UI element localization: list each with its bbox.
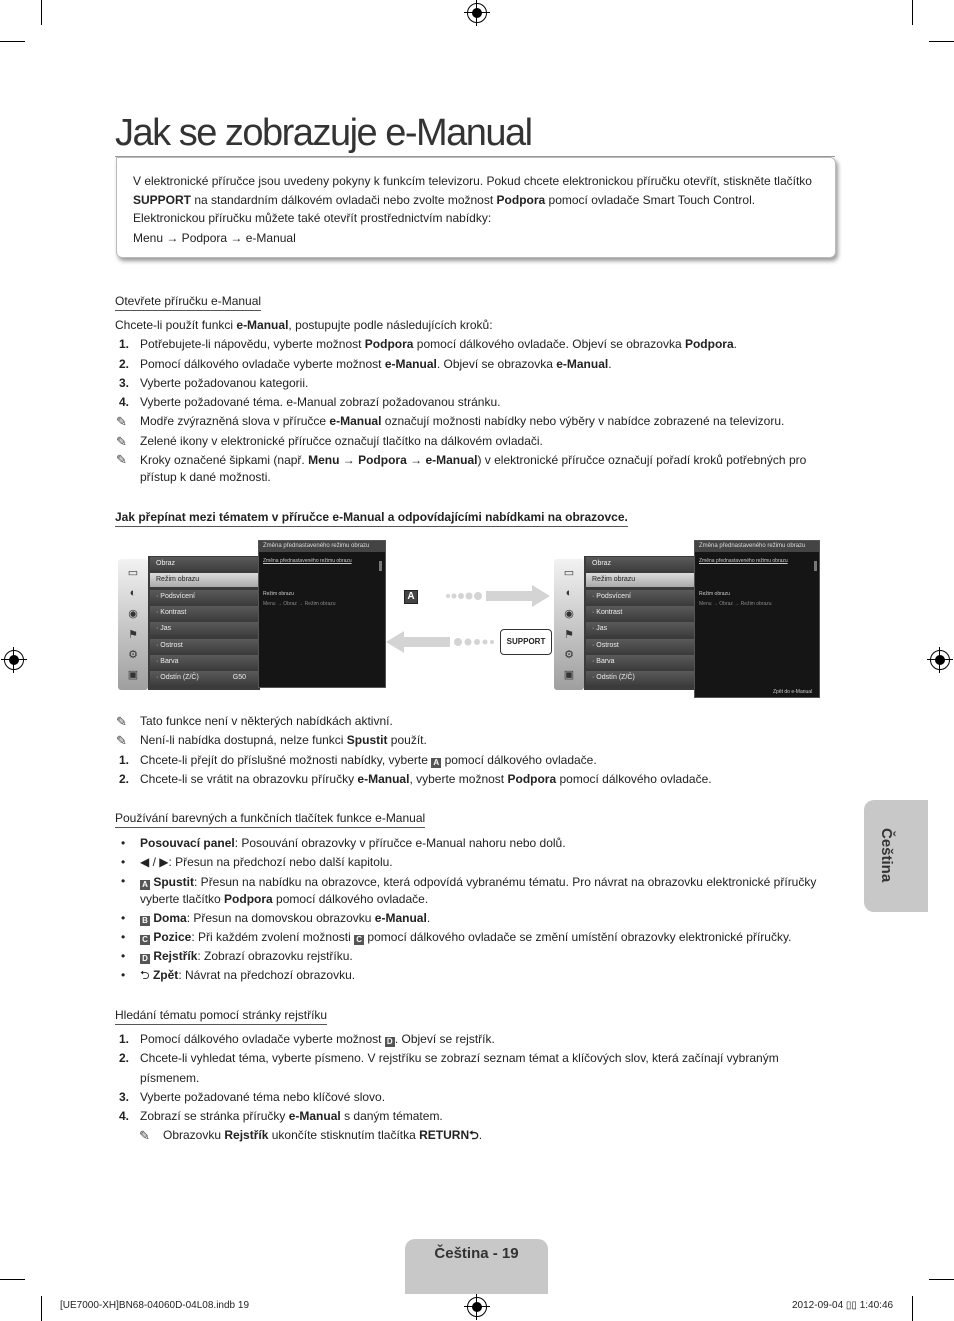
step-item: 1. Chcete-li přejít do příslušné možnosti nabídky, vyberte A pomocí dálkového ovladače. [119,752,597,767]
page-number-tab: Čeština - 19 [405,1239,548,1294]
forward-arrow-icon [444,585,550,607]
menu-item[interactable]: · Odstín (Z/Č) G50 [150,671,258,685]
crop-mark [41,0,42,25]
menu-item[interactable]: Obraz [150,557,258,571]
menu-item[interactable]: · Jas [150,622,258,636]
note-icon: ✎ [116,714,127,729]
crop-mark [912,1296,913,1321]
menu-item[interactable]: · Barva [586,655,694,669]
manual-header: Změna přednastaveného režimu obrazu [695,541,819,552]
step-item: 4. Zobrazí se stránka příručky e-Manual s daným tématem. [119,1109,443,1124]
system-icon: ⚙ [128,649,138,661]
step-item: 1. Potřebujete-li nápovědu, vyberte možnost Podpora pomocí dálkového ovladače. Objeví se obrazovka Podpora. [119,337,737,352]
list-item: • D Rejstřík: Zobrazí obrazovku rejstříku. [121,949,353,964]
print-info-right: 2012-09-04 ▯▯ 1:40:46 [792,1300,894,1311]
intro-paragraph-2: Elektronickou příručku můžete také otevřít prostřednictvím nabídky: [133,211,492,225]
note-item: ✎ Modře zvýrazněná slova v příručce e-Manual označují možnosti nabídky nebo výběry v nabídce zobrazené na televizoru. [115,412,835,431]
manual-panel [694,540,820,698]
crop-mark [0,41,25,42]
intro-menu-path: Menu → Podpora → e-Manual [133,230,296,245]
menu-item[interactable]: Režim obrazu [150,573,258,587]
network-icon: ⚑ [128,629,138,641]
list-item: • A Spustit: Přesun na nabídku na obrazovce, která odpovídá vybranému tématu. Pro návrat na obrazovku elektronické příručky vyberte tlačítko Podpora pomocí dálkového ovladače. [121,873,817,906]
manual-scrollbar[interactable] [379,561,382,571]
print-info-left: [UE7000-XH]BN68-04060D-04L08.indb 19 [60,1300,250,1311]
note-icon: ✎ [116,733,127,749]
section4-body [115,1030,835,1146]
manual-scrollbar[interactable] [814,561,817,571]
support-icon: ▣ [127,669,139,681]
list-item: • C Pozice: Při každém zvolení možnosti C pomocí dálkového ovladače se změní umístění obrazovky elektronické příručky. [121,929,792,944]
crop-mark [41,1296,42,1321]
crop-mark [929,41,954,42]
crop-mark [929,1279,954,1280]
step-item: 1. Pomocí dálkového ovladače vyberte možnost D . Objeví se rejstřík. [119,1032,495,1046]
list-item: • Posouvací panel: Posouvání obrazovky v příručce e-Manual nahoru nebo dolů. [121,836,566,850]
a-key-icon: A [431,758,441,768]
manual-header: Změna přednastaveného režimu obrazu [259,541,385,552]
language-side-tab: Čeština [864,800,928,912]
section1-body [115,316,835,486]
menu-item[interactable]: · Barva [150,655,258,669]
intro-paragraph: V elektronické příručce jsou uvedeny pokyny k funkcím televizoru. Pokud chcete elektronickou příručku otevřít, stiskněte tlačítko SUPPORT na standardním dálkovém ovladači nebo zvolte možnost Podpora pomocí ovladače Smart Touch Control. [133,174,812,207]
step-item: 3. Vyberte požadované téma nebo klíčové slovo. [119,1089,386,1104]
note-item: ✎ Zelené ikony v elektronické příručce označují tlačítko na dálkovém ovladači. [115,432,835,451]
sound-icon: ◐ [129,587,137,599]
section-title-switch: Jak přepínat mezi tématem v příručce e-Manual a odpovídajícími nabídkami na obrazovce. [115,510,628,527]
note-icon: ✎ [139,1128,150,1144]
menu-item[interactable]: Režim obrazu [586,573,694,587]
registration-mark-icon [467,1297,487,1317]
step-item: 2. Pomocí dálkového ovladače vyberte možnost e-Manual. Objeví se obrazovka e-Manual. [119,356,612,371]
picture-icon: ▭ [563,567,575,579]
note-icon: ✎ [116,452,127,468]
intro-box [116,157,836,258]
menu-item[interactable]: · Podsvícení [586,590,694,604]
note-item: ✎ Není-li nabídka dostupná, nelze funkci Spustit použít. [115,731,835,750]
manual-panel [258,540,386,688]
c-key-icon: C [354,935,364,945]
b-key-icon: B [140,916,150,926]
manual-path: Menu → Obraz → Režim obrazu [699,601,772,607]
step-item: 4. Vyberte požadované téma. e-Manual zobrazí požadovanou stránku. [119,395,501,410]
network-icon: ⚑ [564,629,574,641]
menu-item[interactable]: · Ostrost [586,639,694,653]
a-key-icon: A [140,880,150,890]
note-icon: ✎ [116,414,127,430]
step-item: 2. Chcete-li se vrátit na obrazovku příručky e-Manual, vyberte možnost Podpora pomocí dálkového ovladače. [119,771,712,786]
page-title: Jak se zobrazuje e-Manual [115,112,532,154]
menu-item[interactable]: · Jas [586,622,694,636]
return-icon: ⮌ [140,968,150,983]
section3-body [115,834,835,986]
list-item: • B Doma: Přesun na domovskou obrazovku e-Manual. [121,910,431,925]
c-key-icon: C [140,935,150,945]
crop-mark [0,1279,25,1280]
menu-item[interactable]: Obraz [586,557,694,571]
section-title-open-manual: Otevřete příručku e-Manual [115,294,261,311]
channel-icon: ◉ [128,608,138,620]
registration-mark-icon [930,650,950,670]
sound-icon: ◐ [565,587,573,599]
menu-item[interactable]: · Podsvícení [150,590,258,604]
step-item: 2. Chcete-li vyhledat téma, vyberte písmeno. V rejstříku se zobrazí seznam témat a klíčových slov, která začínají vybraným písmenem. [119,1051,779,1085]
section1-lead: Chcete-li použít funkci e-Manual, postupujte podle následujících kroků: [115,318,493,332]
crop-mark [912,0,913,25]
manual-subtitle: Změna přednastaveného režimu obrazu [699,558,788,564]
d-key-icon: D [140,954,150,964]
registration-mark-icon [467,3,487,23]
manual-path: Menu → Obraz → Režim obrazu [263,601,336,607]
remote-a-button[interactable]: A [404,590,418,604]
system-icon: ⚙ [564,649,574,661]
chapter-arrows-icon: ◀ / ▶ [140,855,169,870]
list-item: • ⮌ Zpět: Návrat na předchozí obrazovku. [121,968,356,983]
remote-support-button[interactable]: SUPPORT [500,629,552,655]
section-title-index: Hledání tématu pomocí stránky rejstříku [115,1008,327,1025]
manual-item: Režim obrazu [263,591,294,597]
back-arrow-icon [386,631,496,653]
manual-item: Režim obrazu [699,591,730,597]
section-title-buttons: Používání barevných a funkčních tlačítek funkce e-Manual [115,811,425,828]
note-item: ✎ Kroky označené šipkami (např. Menu → Podpora → e-Manual) v elektronické příručce označují pořadí kroků potřebných pro přístup k dané možnosti. [116,452,807,485]
channel-icon: ◉ [564,608,574,620]
menu-item[interactable]: · Kontrast [150,606,258,620]
step-item: 3. Vyberte požadovanou kategorii. [119,375,309,390]
menu-item-value: G50 [232,674,246,682]
note-icon: ✎ [116,433,127,449]
registration-mark-icon [4,650,24,670]
picture-icon: ▭ [127,567,139,579]
menu-item[interactable]: · Ostrost [150,639,258,653]
menu-item[interactable]: · Odstín (Z/Č) [586,671,694,685]
menu-item[interactable]: · Kontrast [586,606,694,620]
manual-subtitle: Změna přednastaveného režimu obrazu [263,558,352,564]
support-icon: ▣ [563,669,575,681]
section2-body [115,712,835,789]
note-item: ✎ Obrazovku Rejstřík ukončíte stisknutím tlačítka RETURN⮌. [115,1126,835,1145]
note-item: ✎ Tato funkce není v některých nabídkách aktivní. [115,712,835,731]
return-icon: ⮌ [469,1128,479,1143]
manual-back-button[interactable]: Zpět do e-Manual [773,689,813,695]
list-item: • ◀ / ▶: Přesun na předchozí nebo další kapitolu. [121,855,393,870]
d-key-icon: D [385,1037,395,1047]
